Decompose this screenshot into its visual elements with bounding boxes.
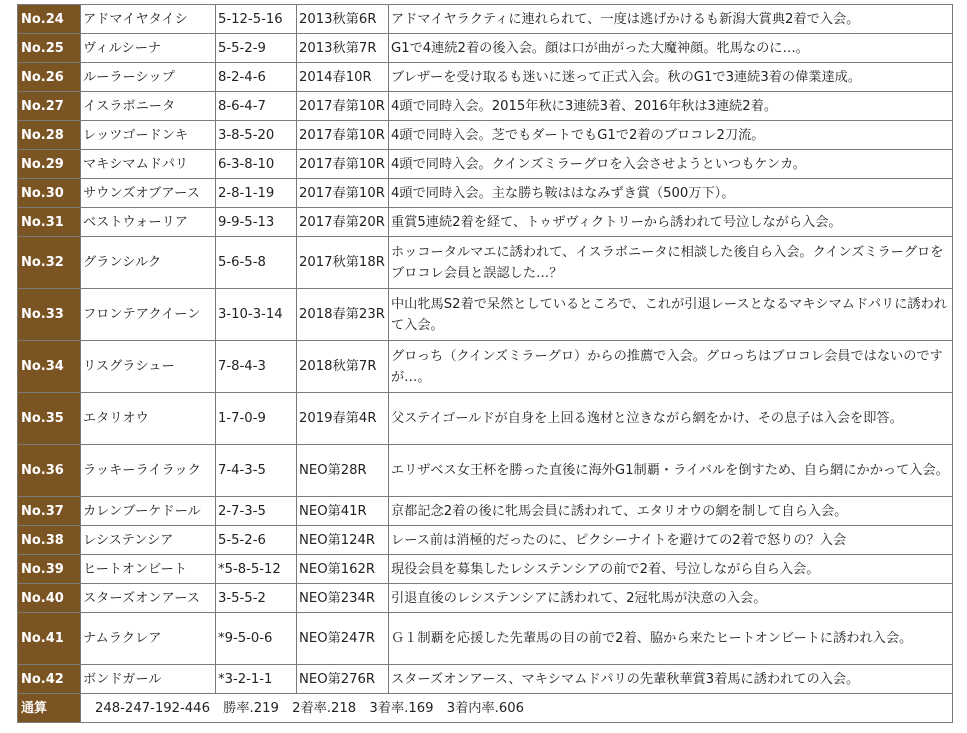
member-number: No.42 (18, 665, 81, 694)
horse-name: ベストウォーリア (81, 208, 216, 237)
table-row (18, 121, 953, 150)
table-row (18, 497, 953, 526)
member-number: No.32 (18, 237, 81, 289)
race-record: *5-8-5-12 (216, 555, 297, 584)
member-number: No.24 (18, 5, 81, 34)
table-row (18, 208, 953, 237)
join-race: 2018春第23R (297, 289, 389, 341)
horse-name: カレンブーケドール (81, 497, 216, 526)
race-record: 2-8-1-19 (216, 179, 297, 208)
join-description: スターズオンアース、マキシマムドパリの先輩秋華賞3着馬に誘われての入会。 (389, 665, 953, 694)
table-row (18, 92, 953, 121)
table-row (18, 393, 953, 445)
member-number: No.34 (18, 341, 81, 393)
member-number: No.36 (18, 445, 81, 497)
join-description: 4頭で同時入会。芝でもダートでもG1で2着のブロコレ2刀流。 (389, 121, 953, 150)
horse-name: フロンテアクイーン (81, 289, 216, 341)
member-number: No.26 (18, 63, 81, 92)
member-number: No.33 (18, 289, 81, 341)
total-label: 通算 (18, 694, 81, 723)
horse-name: ナムラクレア (81, 613, 216, 665)
join-description: グロっち（クインズミラーグロ）からの推薦で入会。グロっちはブロコレ会員ではないのですが…。 (389, 341, 953, 393)
horse-name: ルーラーシップ (81, 63, 216, 92)
join-description: 現役会員を募集したレシステンシアの前で2着、号泣しながら自ら入会。 (389, 555, 953, 584)
join-description: 4頭で同時入会。クインズミラーグロを入会させようといつもケンカ。 (389, 150, 953, 179)
join-race: NEO第247R (297, 613, 389, 665)
join-description: ホッコータルマエに誘われて、イスラボニータに相談した後自ら入会。クインズミラーグロをブロコレ会員と誤認した…？ (389, 237, 953, 289)
race-record: 5-5-2-6 (216, 526, 297, 555)
member-number: No.37 (18, 497, 81, 526)
table-row (18, 341, 953, 393)
horse-name: ヴィルシーナ (81, 34, 216, 63)
table-row (18, 289, 953, 341)
member-number: No.39 (18, 555, 81, 584)
race-record: 5-6-5-8 (216, 237, 297, 289)
race-record: *9-5-0-6 (216, 613, 297, 665)
table-row (18, 150, 953, 179)
horse-name: リスグラシュー (81, 341, 216, 393)
join-race: 2017春第10R (297, 179, 389, 208)
race-record: 8-6-4-7 (216, 92, 297, 121)
join-race: 2018秋第7R (297, 341, 389, 393)
total-row (18, 694, 953, 723)
join-description: 中山牝馬S2着で呆然としているところで、これが引退レースとなるマキシマムドパリに誘われて入会。 (389, 289, 953, 341)
join-race: 2013秋第7R (297, 34, 389, 63)
join-race: NEO第41R (297, 497, 389, 526)
race-record: 3-10-3-14 (216, 289, 297, 341)
join-description: アドマイヤラクティに連れられて、一度は逃げかけるも新潟大賞典2着で入会。 (389, 5, 953, 34)
join-race: NEO第162R (297, 555, 389, 584)
join-race: NEO第124R (297, 526, 389, 555)
join-description: レース前は消極的だったのに、ピクシーナイトを避けての2着で怒りの？入会 (389, 526, 953, 555)
table-row (18, 63, 953, 92)
member-number: No.27 (18, 92, 81, 121)
join-race: NEO第28R (297, 445, 389, 497)
horse-name: レシステンシア (81, 526, 216, 555)
table-row (18, 584, 953, 613)
join-race: 2017春第10R (297, 121, 389, 150)
join-race: 2017秋第18R (297, 237, 389, 289)
join-description: 父ステイゴールドが自身を上回る逸材と泣きながら網をかけ、その息子は入会を即答。 (389, 393, 953, 445)
horse-name: アドマイヤタイシ (81, 5, 216, 34)
join-description: 重賞5連続2着を経て、トゥザヴィクトリーから誘われて号泣しながら入会。 (389, 208, 953, 237)
table-row (18, 555, 953, 584)
member-number: No.40 (18, 584, 81, 613)
member-number: No.38 (18, 526, 81, 555)
horse-name: ラッキーライラック (81, 445, 216, 497)
join-race: 2017春第20R (297, 208, 389, 237)
join-race: 2019春第4R (297, 393, 389, 445)
member-number: No.35 (18, 393, 81, 445)
horse-name: マキシマムドパリ (81, 150, 216, 179)
join-description: G1で4連続2着の後入会。顔は口が曲がった大魔神顔。牝馬なのに…。 (389, 34, 953, 63)
member-number: No.28 (18, 121, 81, 150)
table-row (18, 613, 953, 665)
join-race: 2017春第10R (297, 150, 389, 179)
race-record: 5-5-2-9 (216, 34, 297, 63)
race-record: 7-8-4-3 (216, 341, 297, 393)
join-description: ブレザーを受け取るも迷いに迷って正式入会。秋のG1で3連続3着の偉業達成。 (389, 63, 953, 92)
join-race: 2017春第10R (297, 92, 389, 121)
join-description: エリザベス女王杯を勝った直後に海外G1制覇・ライバルを倒すため、自ら網にかかって入会。 (389, 445, 953, 497)
member-table-body (18, 5, 953, 723)
race-record: 3-8-5-20 (216, 121, 297, 150)
race-record: 7-4-3-5 (216, 445, 297, 497)
member-number: No.31 (18, 208, 81, 237)
join-race: NEO第234R (297, 584, 389, 613)
member-number: No.30 (18, 179, 81, 208)
join-description: 4頭で同時入会。主な勝ち鞍ははなみずき賞（500万下）。 (389, 179, 953, 208)
horse-name: レッツゴードンキ (81, 121, 216, 150)
horse-name: イスラボニータ (81, 92, 216, 121)
table-row (18, 34, 953, 63)
race-record: 9-9-5-13 (216, 208, 297, 237)
table-row (18, 237, 953, 289)
table-row (18, 179, 953, 208)
join-description: 京都記念2着の後に牝馬会員に誘われて、エタリオウの網を制して自ら入会。 (389, 497, 953, 526)
horse-name: スターズオンアース (81, 584, 216, 613)
table-row (18, 445, 953, 497)
horse-name: サウンズオブアース (81, 179, 216, 208)
join-race: 2014春10R (297, 63, 389, 92)
join-race: NEO第276R (297, 665, 389, 694)
race-record: *3-2-1-1 (216, 665, 297, 694)
table-row (18, 5, 953, 34)
join-description: 引退直後のレシステンシアに誘われて、2冠牝馬が決意の入会。 (389, 584, 953, 613)
table-row (18, 665, 953, 694)
race-record: 5-12-5-16 (216, 5, 297, 34)
race-record: 6-3-8-10 (216, 150, 297, 179)
join-description: 4頭で同時入会。2015年秋に3連続3着、2016年秋は3連続2着。 (389, 92, 953, 121)
horse-name: ボンドガール (81, 665, 216, 694)
member-table (17, 4, 953, 723)
race-record: 8-2-4-6 (216, 63, 297, 92)
join-race: 2013秋第6R (297, 5, 389, 34)
total-stats: 248-247-192-446 勝率.219 2着率.218 3着率.169 3着内率.606 (81, 694, 953, 723)
race-record: 2-7-3-5 (216, 497, 297, 526)
member-number: No.41 (18, 613, 81, 665)
member-number: No.29 (18, 150, 81, 179)
horse-name: ヒートオンビート (81, 555, 216, 584)
join-description: Ｇ１制覇を応援した先輩馬の目の前で2着、脇から来たヒートオンビートに誘われ入会。 (389, 613, 953, 665)
table-row (18, 526, 953, 555)
race-record: 3-5-5-2 (216, 584, 297, 613)
member-number: No.25 (18, 34, 81, 63)
horse-name: エタリオウ (81, 393, 216, 445)
race-record: 1-7-0-9 (216, 393, 297, 445)
horse-name: グランシルク (81, 237, 216, 289)
